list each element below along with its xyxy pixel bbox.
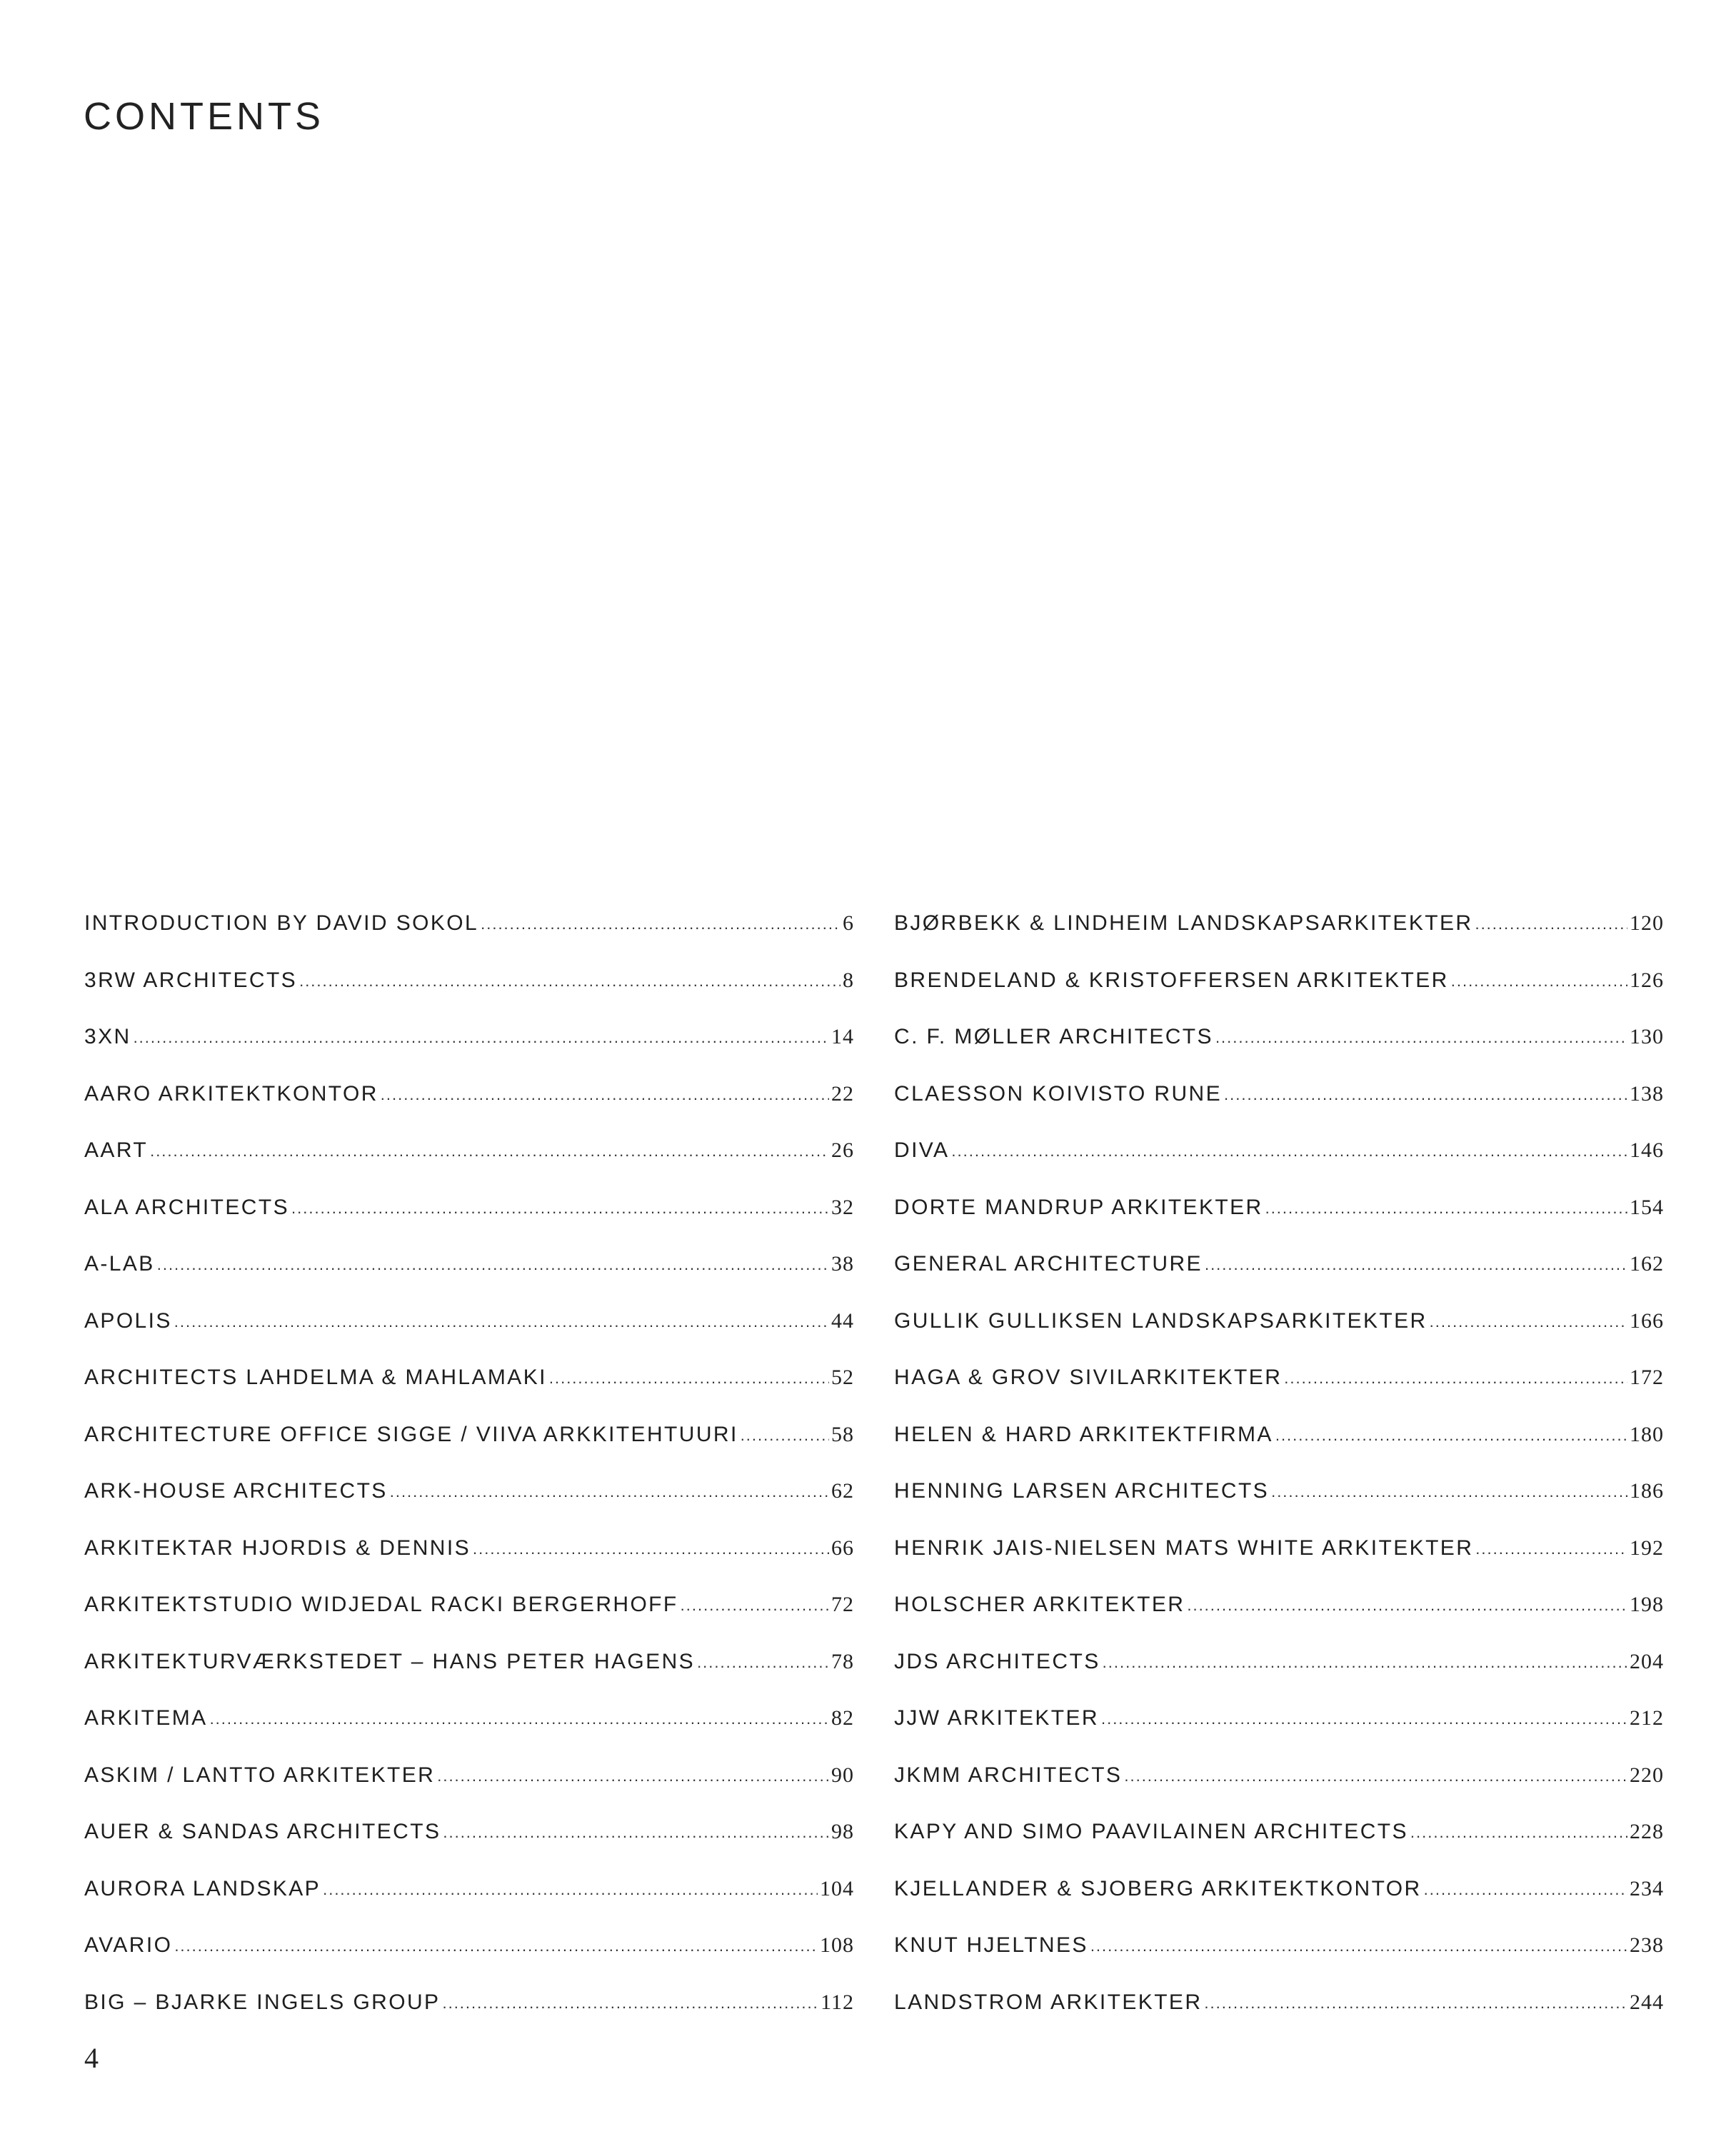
toc-entry-page: 138 (1630, 1081, 1664, 1106)
dot-leader (299, 973, 841, 989)
toc-entry-page: 186 (1630, 1479, 1664, 1503)
toc-entry-name: AART (84, 1138, 149, 1162)
dot-leader (381, 1087, 829, 1103)
toc-entry[interactable] (84, 1253, 854, 1311)
toc-entry[interactable] (84, 970, 854, 1027)
toc-entry-name: DORTE MANDRUP ARKITEKTER (894, 1195, 1263, 1219)
toc-entry-name: ARKITEKTSTUDIO WIDJEDAL RACKI BERGERHOFF (84, 1593, 678, 1616)
toc-entry-name: 3RW ARCHITECTS (84, 968, 298, 992)
toc-entry-name: JJW ARKITEKTER (894, 1706, 1099, 1730)
toc-entry-page: 192 (1630, 1536, 1664, 1560)
toc-entry-page: 198 (1630, 1593, 1664, 1616)
toc-entry[interactable] (84, 1308, 854, 1368)
toc-entry[interactable] (84, 1083, 854, 1141)
toc-entry-name: AVARIO (84, 1933, 173, 1957)
toc-entry-page: 22 (831, 1081, 854, 1106)
toc-entry[interactable] (84, 1651, 854, 1708)
toc-entry[interactable] (894, 1308, 1664, 1368)
toc-entry-name: C. F. MØLLER ARCHITECTS (894, 1025, 1213, 1048)
dot-leader (443, 1825, 829, 1840)
dot-leader (1271, 1484, 1627, 1500)
dot-leader (473, 1541, 829, 1557)
toc-entry-name: HELEN & HARD ARKITEKTFIRMA (894, 1422, 1273, 1446)
toc-entry-page: 154 (1630, 1195, 1664, 1219)
toc-entry[interactable] (894, 1708, 1664, 1765)
page-title: CONTENTS (84, 95, 324, 139)
dot-leader (291, 1201, 829, 1216)
toc-entry[interactable] (894, 1140, 1664, 1197)
toc-entry-page: 162 (1630, 1252, 1664, 1276)
toc-entry[interactable] (894, 1481, 1664, 1538)
toc-entry[interactable] (894, 1538, 1664, 1595)
toc-entry[interactable] (894, 1765, 1664, 1822)
toc-entry[interactable] (84, 1765, 854, 1822)
toc-entry-name: GULLIK GULLIKSEN LANDSKAPSARKITEKTER (894, 1308, 1428, 1333)
toc-entry-page: 72 (831, 1593, 854, 1616)
dot-leader (390, 1484, 829, 1500)
dot-leader (437, 1768, 829, 1784)
dot-leader (1103, 1655, 1627, 1670)
toc-entry-page: 108 (820, 1933, 854, 1957)
toc-entry-name: AUER & SANDAS ARCHITECTS (84, 1820, 441, 1843)
dot-leader (1475, 916, 1627, 932)
toc-entry-name: A-LAB (84, 1252, 155, 1276)
toc-entry[interactable] (894, 1424, 1664, 1481)
toc-entry-page: 120 (1630, 911, 1664, 935)
toc-entry-name: ARKITEMA (84, 1706, 208, 1730)
dot-leader (210, 1711, 829, 1727)
toc-entry-page: 32 (831, 1195, 854, 1219)
toc-entry-page: 58 (831, 1422, 854, 1446)
dot-leader (681, 1598, 829, 1613)
toc-entry[interactable] (84, 913, 854, 970)
toc-entry-name: LANDSTROM ARKITEKTER (894, 1990, 1203, 2014)
toc-entry-name: KNUT HJELTNES (894, 1933, 1088, 1957)
toc-entry[interactable] (894, 1992, 1664, 2049)
toc-entry-name: GENERAL ARCHITECTURE (894, 1252, 1203, 1276)
dot-leader (157, 1257, 829, 1273)
toc-entry[interactable] (84, 1538, 854, 1595)
toc-entry[interactable] (84, 1481, 854, 1538)
toc-column-left (84, 913, 854, 2048)
dot-leader (951, 1143, 1627, 1159)
toc-entry-name: ASKIM / LANTTO ARKITEKTER (84, 1763, 436, 1787)
toc-entry-page: 212 (1630, 1706, 1664, 1730)
toc-entry[interactable] (84, 1367, 854, 1424)
toc-entry[interactable] (894, 1253, 1664, 1311)
toc-entry-name: BJØRBEKK & LINDHEIM LANDSKAPSARKITEKTER (894, 911, 1473, 935)
dot-leader (1187, 1598, 1627, 1613)
toc-entry[interactable] (894, 1878, 1664, 1935)
toc-entry-page: 112 (821, 1990, 854, 2014)
toc-entry[interactable] (84, 1197, 854, 1254)
toc-entry-name: KAPY AND SIMO PAAVILAINEN ARCHITECTS (894, 1820, 1408, 1843)
toc-entry-name: HOLSCHER ARKITEKTER (894, 1593, 1185, 1616)
toc-entry[interactable] (894, 1367, 1664, 1424)
dot-leader (1430, 1314, 1627, 1330)
toc-entry-page: 166 (1630, 1308, 1664, 1333)
toc-entry[interactable] (894, 1083, 1664, 1141)
toc-entry-page: 98 (831, 1820, 854, 1843)
dot-leader (1275, 1428, 1627, 1443)
toc-entry[interactable] (894, 1197, 1664, 1254)
toc-entry[interactable] (894, 970, 1664, 1027)
toc-entry-name: HENNING LARSEN ARCHITECTS (894, 1479, 1270, 1503)
dot-leader (442, 1995, 818, 2011)
toc-entry-page: 126 (1630, 968, 1664, 992)
toc-entry-page: 26 (831, 1138, 854, 1162)
toc-entry-page: 238 (1630, 1933, 1664, 1957)
toc-entry-page: 82 (831, 1706, 854, 1730)
toc-entry[interactable] (84, 1992, 854, 2049)
toc-entry[interactable] (84, 1026, 854, 1083)
toc-entry-name: BRENDELAND & KRISTOFFERSEN ARKITEKTER (894, 968, 1449, 992)
dot-leader (323, 1882, 818, 1898)
dot-leader (741, 1428, 829, 1443)
toc-entry-name: 3XN (84, 1025, 131, 1048)
dot-leader (697, 1655, 829, 1670)
toc-entry[interactable] (894, 1821, 1664, 1878)
dot-leader (481, 916, 841, 932)
toc-entry[interactable] (84, 1821, 854, 1878)
toc-entry-page: 228 (1630, 1820, 1664, 1843)
toc-entry-name: JKMM ARCHITECTS (894, 1763, 1123, 1787)
dot-leader (1424, 1882, 1627, 1898)
toc-entry[interactable] (894, 1935, 1664, 1992)
toc-entry-name: ARCHITECTS LAHDELMA & MAHLAMAKI (84, 1366, 547, 1389)
toc-entry-page: 38 (831, 1252, 854, 1276)
toc-entry-page: 78 (831, 1649, 854, 1673)
toc-entry-name: ARKITEKTAR HJORDIS & DENNIS (84, 1536, 471, 1560)
toc-entry-name: ARK-HOUSE ARCHITECTS (84, 1479, 388, 1503)
toc-entry-name: BIG – BJARKE INGELS GROUP (84, 1990, 441, 2014)
toc-entry-page: 172 (1630, 1366, 1664, 1389)
toc-entry-name: AURORA LANDSKAP (84, 1876, 321, 1900)
toc-entry-page: 204 (1630, 1649, 1664, 1673)
toc-entry-name: ARKITEKTURVÆRKSTEDET – HANS PETER HAGENS (84, 1649, 696, 1673)
toc-entry-name: JDS ARCHITECTS (894, 1649, 1100, 1673)
toc-entry[interactable] (894, 1594, 1664, 1651)
toc-entry[interactable] (894, 1026, 1664, 1083)
toc-entry-name: CLAESSON KOIVISTO RUNE (894, 1081, 1223, 1106)
toc-entry-page: 66 (831, 1536, 854, 1560)
dot-leader (1215, 1030, 1627, 1046)
dot-leader (150, 1143, 829, 1159)
page-number: 4 (84, 2042, 99, 2074)
dot-leader (134, 1030, 829, 1046)
dot-leader (1090, 1938, 1627, 1954)
toc-entry-name: AARO ARKITEKTKONTOR (84, 1081, 378, 1106)
toc-entry-page: 90 (831, 1763, 854, 1787)
toc-entry-page: 62 (831, 1479, 854, 1503)
toc-entry-page: 234 (1630, 1876, 1664, 1900)
toc-entry[interactable] (894, 913, 1664, 970)
toc-entry-name: INTRODUCTION BY DAVID SOKOL (84, 911, 479, 935)
toc-entry-page: 6 (843, 911, 854, 935)
toc-column-right (894, 913, 1664, 2048)
toc-entry[interactable] (84, 1140, 854, 1197)
dot-leader (1410, 1825, 1627, 1840)
dot-leader (1124, 1768, 1627, 1784)
dot-leader (549, 1371, 829, 1386)
toc-entry-name: ALA ARCHITECTS (84, 1195, 290, 1219)
toc-entry-name: APOLIS (84, 1308, 172, 1333)
dot-leader (1205, 1257, 1627, 1273)
dot-leader (1451, 973, 1627, 989)
dot-leader (174, 1938, 818, 1954)
dot-leader (1224, 1087, 1627, 1103)
toc-entry-page: 44 (831, 1308, 854, 1333)
dot-leader (1475, 1541, 1627, 1557)
toc-entry[interactable] (84, 1424, 854, 1481)
toc-entry-page: 244 (1630, 1990, 1664, 2014)
toc-entry[interactable] (894, 1651, 1664, 1708)
toc-entry-page: 146 (1630, 1138, 1664, 1162)
toc-entry[interactable] (84, 1878, 854, 1935)
toc-entry-page: 52 (831, 1366, 854, 1389)
dot-leader (1204, 1995, 1627, 2011)
toc-entry-name: HAGA & GROV SIVILARKITEKTER (894, 1366, 1283, 1389)
toc-entry-name: ARCHITECTURE OFFICE SIGGE / VIIVA ARKKITEHTUURI (84, 1422, 738, 1446)
toc-entry[interactable] (84, 1594, 854, 1651)
toc-entry-name: HENRIK JAIS-NIELSEN MATS WHITE ARKITEKTER (894, 1536, 1474, 1560)
toc-entry[interactable] (84, 1708, 854, 1765)
toc-entry-page: 180 (1630, 1422, 1664, 1446)
dot-leader (174, 1314, 829, 1330)
toc-entry-page: 220 (1630, 1763, 1664, 1787)
toc-entry-page: 14 (831, 1025, 854, 1048)
toc-entry-name: DIVA (894, 1138, 950, 1162)
dot-leader (1284, 1371, 1627, 1386)
dot-leader (1265, 1201, 1627, 1216)
toc-entry-page: 8 (843, 968, 854, 992)
toc-entry[interactable] (84, 1935, 854, 1992)
toc-entry-page: 104 (820, 1876, 854, 1900)
toc-entry-page: 130 (1630, 1025, 1664, 1048)
toc-entry-name: KJELLANDER & SJOBERG ARKITEKTKONTOR (894, 1876, 1422, 1900)
dot-leader (1101, 1711, 1627, 1727)
